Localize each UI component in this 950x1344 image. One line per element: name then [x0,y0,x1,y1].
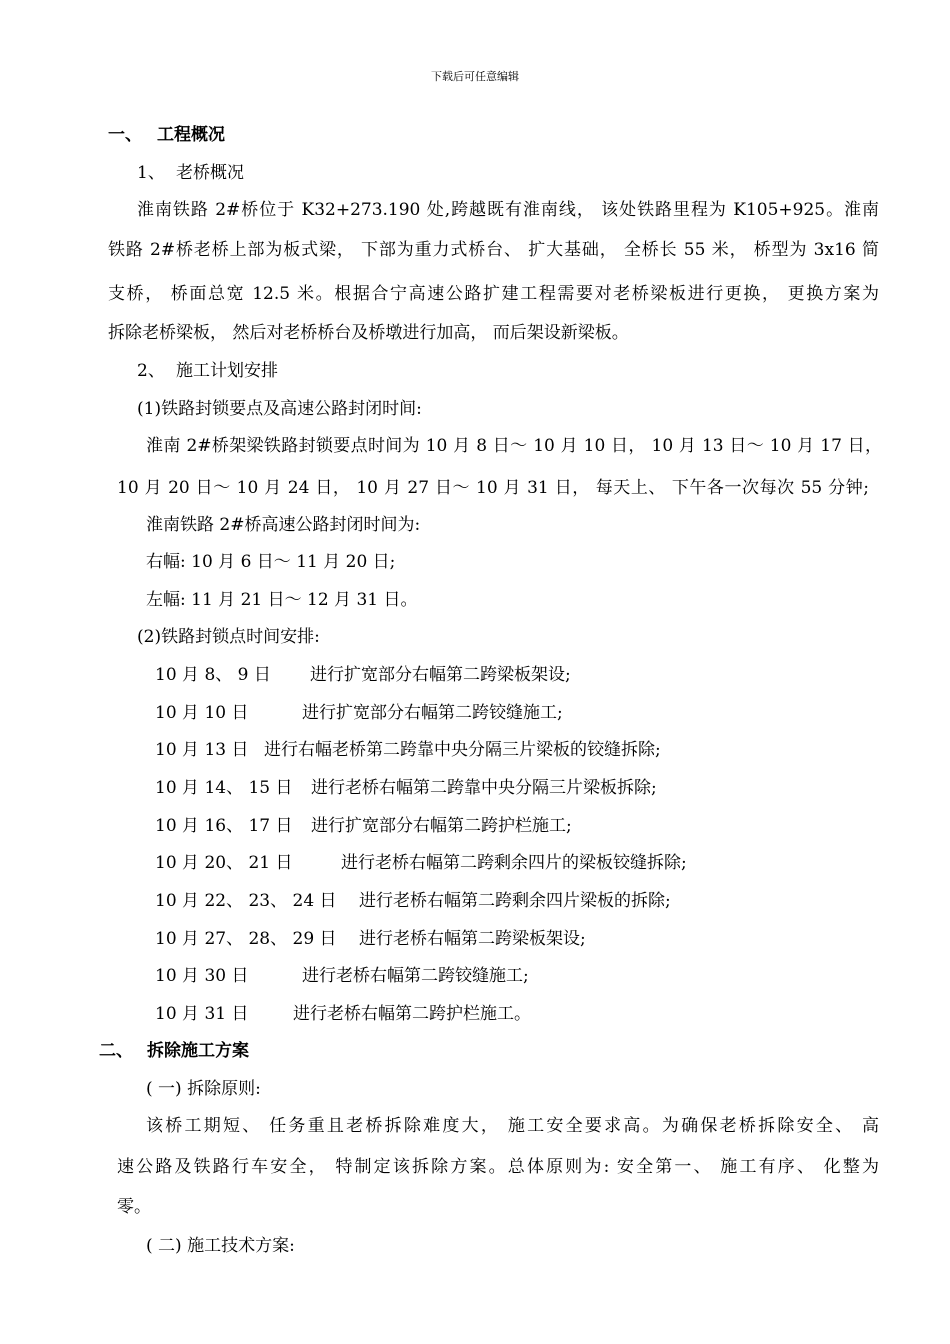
paragraph-line: 支桥， 桥面总宽 12.5 米。根据合宁高速公路扩建工程需要对老桥梁板进行更换， 更换方案为 [108,284,879,304]
schedule-date: 10 月 16、 17 日 [155,816,293,836]
subsection-1-number: 1、 [137,163,165,183]
schedule-row [155,703,875,723]
schedule-row [155,891,875,911]
schedule-task: 进行老桥右幅第二跨铰缝施工; [302,966,529,986]
section-2-title: 拆除施工方案 [147,1041,249,1061]
paragraph-line: 零。 [117,1197,151,1217]
section-1-number: 一、 [108,125,142,145]
sub-heading-2-2: ( 二) 施工技术方案: [146,1236,295,1256]
section-1-title: 工程概况 [157,125,225,145]
schedule-row [155,740,875,760]
schedule-row [155,929,875,949]
paragraph-line: 该桥工期短、 任务重且老桥拆除难度大， 施工安全要求高。为确保老桥拆除安全、 高 [146,1116,879,1136]
schedule-date: 10 月 27、 28、 29 日 [155,929,337,949]
schedule-row [155,853,875,873]
paragraph-line: 拆除老桥梁板， 然后对老桥桥台及桥墩进行加高， 而后架设新梁板。 [108,323,629,343]
schedule-date: 10 月 31 日 [155,1004,249,1024]
schedule-row [155,778,875,798]
schedule-date: 10 月 13 日 [155,740,249,760]
schedule-task: 进行老桥右幅第二跨剩余四片的梁板铰缝拆除; [341,853,687,873]
sub-heading-1: (1)铁路封锁要点及高速公路封闭时间: [137,399,422,419]
schedule-task: 进行扩宽部分右幅第二跨梁板架设; [310,665,571,685]
schedule-date: 10 月 10 日 [155,703,249,723]
subsection-2-title: 施工计划安排 [176,361,278,381]
schedule-task: 进行老桥右幅第二跨梁板架设; [359,929,586,949]
page-header: 下载后可任意编辑 [431,70,519,83]
schedule-task: 进行右幅老桥第二跨靠中央分隔三片梁板的铰缝拆除; [264,740,661,760]
sub-heading-2: (2)铁路封锁点时间安排: [137,627,320,647]
subsection-2-number: 2、 [137,361,165,381]
subsection-1-title: 老桥概况 [176,163,244,183]
schedule-date: 10 月 8、 9 日 [155,665,271,685]
schedule-task: 进行扩宽部分右幅第二跨护栏施工; [311,816,572,836]
schedule-task: 进行老桥右幅第二跨靠中央分隔三片梁板拆除; [311,778,657,798]
schedule-row [155,966,875,986]
left-lane-close: 左幅: 11 月 21 日～ 12 月 31 日。 [146,590,418,610]
schedule-task: 进行老桥右幅第二跨护栏施工。 [293,1004,531,1024]
paragraph-line: 铁路 2#桥老桥上部为板式梁， 下部为重力式桥台、 扩大基础， 全桥长 55 米， 桥型为 3x16 简 [108,240,879,260]
schedule-row [155,1004,875,1024]
lock-time-line-2: 10 月 20 日～ 10 月 24 日， 10 月 27 日～ 10 月 31 日， 每天上、 下午各一次每次 55 分钟; [117,478,869,498]
paragraph-line: 淮南铁路 2#桥位于 K32+273.190 处,跨越既有淮南线， 该处铁路里程为 K105+925。淮南 [137,200,879,220]
schedule-row [155,665,875,685]
highway-close-intro: 淮南铁路 2#桥高速公路封闭时间为: [146,515,421,535]
schedule-date: 10 月 20、 21 日 [155,853,293,873]
paragraph-line: 速公路及铁路行车安全， 特制定该拆除方案。总体原则为: 安全第一、 施工有序、 化整为 [117,1157,879,1177]
schedule-task: 进行扩宽部分右幅第二跨铰缝施工; [302,703,563,723]
lock-time-line-1: 淮南 2#桥架梁铁路封锁要点时间为 10 月 8 日～ 10 月 10 日， 10 月 13 日～ 10 月 17 日， [146,436,882,456]
sub-heading-2-1: ( 一) 拆除原则: [146,1079,261,1099]
schedule-row [155,816,875,836]
schedule-date: 10 月 30 日 [155,966,249,986]
schedule-date: 10 月 22、 23、 24 日 [155,891,337,911]
schedule-task: 进行老桥右幅第二跨剩余四片梁板的拆除; [359,891,671,911]
right-lane-close: 右幅: 10 月 6 日～ 11 月 20 日; [146,552,396,572]
schedule-date: 10 月 14、 15 日 [155,778,293,798]
section-2-number: 二、 [99,1041,133,1061]
